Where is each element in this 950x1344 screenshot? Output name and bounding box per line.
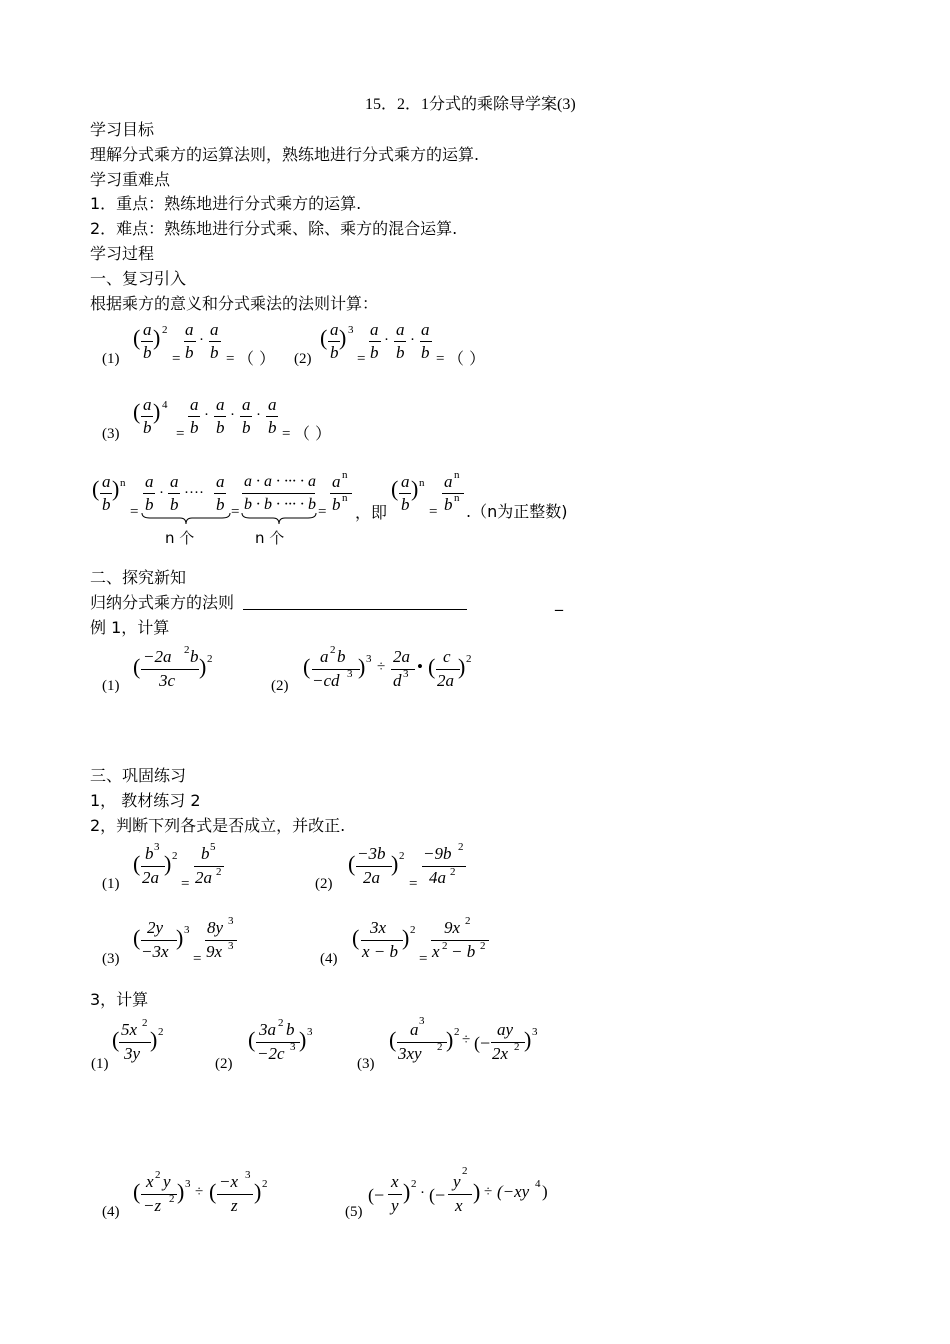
- key-heading: 学习重难点: [90, 170, 171, 189]
- paren-open: (: [209, 1179, 217, 1204]
- exponent: 2: [169, 1193, 175, 1205]
- exponent: 2: [207, 653, 213, 665]
- exponent: 2: [466, 653, 472, 665]
- frac-den: x: [432, 942, 440, 961]
- frac-num-tail: y: [163, 1172, 171, 1191]
- frac-bar: [143, 493, 155, 494]
- frac-den: −2c: [257, 1044, 285, 1063]
- frac-bar: [188, 416, 200, 417]
- frac-bar: [214, 493, 226, 494]
- frac-num: a: [330, 320, 339, 339]
- frac-den: 2a: [437, 671, 454, 690]
- divide-sign: ÷: [195, 1184, 204, 1200]
- paren-open: (: [303, 654, 311, 679]
- goals-text: 理解分式乘方的运算法则，熟练地进行分式乘方的运算.: [90, 145, 480, 164]
- n-count-label: n 个: [165, 529, 195, 547]
- frac-bar: [141, 940, 177, 941]
- label-j1: (1): [102, 876, 120, 892]
- frac-bar: [217, 1194, 253, 1195]
- frac-num: −9b: [423, 844, 452, 863]
- minus-open: (−: [474, 1033, 491, 1053]
- frac-bar: [356, 866, 392, 867]
- frac-bar: [119, 1042, 151, 1043]
- rule-tail: _: [555, 592, 563, 611]
- frac-den: 2a: [142, 868, 159, 887]
- frac-bar: [448, 1194, 472, 1195]
- review-heading: 一、复习引入: [90, 269, 187, 288]
- frac-den: z: [231, 1196, 238, 1215]
- frac-den: b: [185, 343, 194, 362]
- practice-1: 1， 教材练习 2: [90, 791, 201, 810]
- answer-blank: （ ）: [238, 349, 276, 368]
- frac-den: b: [145, 495, 154, 514]
- frac-den: d: [393, 671, 402, 690]
- equals: =: [181, 876, 190, 892]
- frac-bar: [141, 341, 153, 342]
- equals: =: [419, 951, 428, 967]
- frac-bar: [491, 1042, 525, 1043]
- exponent: 3: [347, 668, 353, 680]
- exponent: 2: [410, 924, 416, 936]
- frac-den: b: [332, 495, 341, 514]
- paren-open: (: [391, 476, 399, 501]
- paren-close: ): [446, 1027, 454, 1052]
- paren-open: (: [133, 851, 141, 876]
- dot: ·: [159, 485, 164, 501]
- paren-open: (: [352, 925, 360, 950]
- frac-num: a: [370, 320, 379, 339]
- exponent: 3: [185, 1178, 191, 1190]
- paren-close: ): [542, 1182, 548, 1201]
- exponent: 2: [437, 1041, 443, 1053]
- exponent: 3: [245, 1169, 251, 1181]
- paren-open: (: [133, 925, 141, 950]
- exponent: n: [120, 477, 126, 489]
- dot: ·: [410, 332, 415, 348]
- frac-num: a: [401, 472, 410, 491]
- frac-num: 9x: [444, 918, 461, 937]
- exponent: 2: [458, 841, 464, 853]
- paren-open: (: [133, 654, 141, 679]
- frac-den: 3c: [159, 671, 176, 690]
- paren-close: ): [176, 925, 184, 950]
- frac-num: 3x: [370, 918, 387, 937]
- minus-open: (−: [368, 1185, 385, 1205]
- exponent: 2: [278, 1017, 284, 1029]
- exponent: 2: [399, 850, 405, 862]
- frac-den: b · b · ··· · b: [244, 496, 316, 513]
- frac-den: 9x: [206, 942, 223, 961]
- label-e1: (1): [102, 678, 120, 694]
- frac-num: y: [453, 1172, 461, 1191]
- frac-num-tail: b: [190, 647, 199, 666]
- exponent: 3: [290, 1041, 296, 1053]
- frac-den: 3xy: [398, 1044, 422, 1063]
- underbrace: [140, 512, 232, 526]
- exponent: 2: [454, 1026, 460, 1038]
- frac-den: b: [143, 418, 152, 437]
- paren-open: (: [348, 851, 356, 876]
- frac-bar: [361, 940, 403, 941]
- frac-den: 2x: [492, 1044, 509, 1063]
- frac-num: a: [145, 472, 154, 491]
- paren-close: ): [299, 1027, 307, 1052]
- frac-den: b: [170, 495, 179, 514]
- dot: ·: [256, 407, 261, 423]
- equals: =: [357, 351, 366, 367]
- paren-open: (: [112, 1027, 120, 1052]
- equals: =: [130, 504, 139, 520]
- label-r2: (2): [294, 351, 312, 367]
- exponent: 2: [442, 940, 448, 952]
- exponent: 2: [465, 915, 471, 927]
- frac-num: a: [143, 320, 152, 339]
- frac-bar: [141, 669, 199, 670]
- underbrace: [240, 512, 318, 526]
- equals: =: [176, 426, 185, 442]
- equals: =: [436, 351, 445, 367]
- page-title: 15．2．1分式的乘除导学案(3): [365, 96, 576, 113]
- divide-sign: ÷: [377, 659, 386, 675]
- dot: ·: [384, 332, 389, 348]
- n-count-label: n 个: [255, 529, 285, 547]
- frac-den: b: [421, 343, 430, 362]
- frac-den-tail: − b: [451, 942, 476, 961]
- frac-num: −2a: [143, 647, 172, 666]
- rule-blank-line: [243, 609, 467, 610]
- label-j4: (4): [320, 951, 338, 967]
- exponent: 3: [228, 940, 234, 952]
- conclusion-connector: ，即: [355, 503, 388, 522]
- frac-bar: [388, 1194, 402, 1195]
- paren-close: ): [391, 851, 399, 876]
- divide-sign: ÷: [462, 1032, 471, 1048]
- frac-den: b: [401, 495, 410, 514]
- exponent: 3: [307, 1026, 313, 1038]
- exponent: 3: [419, 1015, 425, 1027]
- label-c3: (3): [357, 1056, 375, 1072]
- frac-den: b: [210, 343, 219, 362]
- frac-num: a: [242, 395, 251, 414]
- frac-num: a: [102, 472, 111, 491]
- key-point: 1．重点：熟练地进行分式乘方的运算.: [90, 194, 362, 213]
- frac-num: ay: [497, 1020, 514, 1039]
- frac-den: b: [268, 418, 277, 437]
- frac-den: b: [330, 343, 339, 362]
- frac-num: a: [421, 320, 430, 339]
- paren-open: (: [248, 1027, 256, 1052]
- label-r1: (1): [102, 351, 120, 367]
- frac-bar: [422, 866, 466, 867]
- paren-close: ): [524, 1027, 532, 1052]
- frac-num: a · a · ··· · a: [244, 473, 316, 490]
- frac-den: b: [216, 418, 225, 437]
- frac-num: a: [332, 472, 341, 491]
- label-j2: (2): [315, 876, 333, 892]
- frac-num: a: [410, 1020, 419, 1039]
- exponent: 2: [514, 1041, 520, 1053]
- exponent: 2: [480, 940, 486, 952]
- frac-bar: [330, 493, 352, 494]
- exponent: 2: [262, 1178, 268, 1190]
- exponent: 3: [366, 653, 372, 665]
- frac-bar: [442, 493, 464, 494]
- frac-num: 2y: [147, 918, 164, 937]
- explore-heading: 二、探究新知: [90, 568, 187, 587]
- frac-num: x: [146, 1172, 154, 1191]
- label-c2: (2): [215, 1056, 233, 1072]
- paren-close: ): [403, 1179, 411, 1204]
- frac-num: a: [216, 472, 225, 491]
- label-c1: (1): [91, 1056, 109, 1072]
- frac-num: a: [170, 472, 179, 491]
- frac-den: b: [102, 495, 111, 514]
- exponent: 5: [210, 841, 216, 853]
- label-c5: (5): [345, 1204, 363, 1220]
- frac-den: 2a: [195, 868, 212, 887]
- frac-num: x: [391, 1172, 399, 1191]
- exponent: 3: [532, 1026, 538, 1038]
- paren-close: ): [150, 1027, 158, 1052]
- paren-close: ): [339, 325, 347, 350]
- paren-close: ): [199, 654, 207, 679]
- frac-bar: [100, 493, 112, 494]
- frac-den: −cd: [312, 671, 340, 690]
- divide-sign: ÷: [484, 1184, 493, 1200]
- frac-den: b: [396, 343, 405, 362]
- exponent: n: [342, 492, 348, 504]
- frac-num: 8y: [207, 918, 224, 937]
- frac-bar: [242, 493, 315, 494]
- dot: ·: [230, 407, 235, 423]
- exponent: 2: [142, 1017, 148, 1029]
- frac-bar: [436, 669, 460, 670]
- dot: ·: [204, 407, 209, 423]
- practice-heading: 三、巩固练习: [90, 766, 187, 785]
- frac-num: a: [190, 395, 199, 414]
- exponent: 3: [348, 324, 354, 336]
- equals: =: [231, 504, 240, 520]
- exponent: 2: [330, 644, 336, 656]
- practice-3: 3，计算: [90, 990, 149, 1009]
- frac-bar: [141, 416, 153, 417]
- paren-close: ): [458, 654, 466, 679]
- frac-num-tail: b: [337, 647, 346, 666]
- frac-den: x − b: [362, 942, 399, 961]
- frac-bar: [209, 341, 221, 342]
- frac-num: a: [268, 395, 277, 414]
- frac-num: b: [201, 844, 210, 863]
- exponent: 2: [411, 1178, 417, 1190]
- frac-num: b: [145, 844, 154, 863]
- paren-close: ): [112, 476, 120, 501]
- dot: ·: [199, 332, 204, 348]
- exponent: 2: [450, 866, 456, 878]
- term: (−xy: [497, 1182, 530, 1201]
- frac-num: −3b: [357, 844, 386, 863]
- frac-bar: [184, 341, 196, 342]
- exponent: 2: [462, 1165, 468, 1177]
- frac-den: x: [455, 1196, 463, 1215]
- frac-num: a: [185, 320, 194, 339]
- paren-close: ): [177, 1179, 185, 1204]
- rule-prompt: 归纳分式乘方的法则: [90, 593, 235, 612]
- review-text: 根据乘方的意义和分式乘法的法则计算：: [90, 294, 379, 313]
- paren-close: ): [153, 399, 161, 424]
- paren-open: (: [133, 325, 141, 350]
- frac-bar: [369, 341, 381, 342]
- frac-num: −x: [219, 1172, 239, 1191]
- goals-heading: 学习目标: [90, 120, 155, 139]
- frac-num: 2a: [393, 647, 410, 666]
- minus-open: (−: [429, 1185, 446, 1205]
- frac-den: b: [444, 495, 453, 514]
- example-label: 例 1，计算: [90, 618, 170, 637]
- exponent: 3: [184, 924, 190, 936]
- practice-2: 2，判断下列各式是否成立，并改正.: [90, 816, 346, 835]
- frac-den: y: [391, 1196, 399, 1215]
- exponent: 2: [162, 324, 168, 336]
- paren-open: (: [92, 476, 100, 501]
- frac-den: b: [370, 343, 379, 362]
- frac-den: b: [190, 418, 199, 437]
- frac-num: a: [320, 647, 329, 666]
- frac-den: −3x: [141, 942, 169, 961]
- paren-close: ): [473, 1179, 481, 1204]
- exponent: 2: [155, 1169, 161, 1181]
- paren-open: (: [428, 654, 436, 679]
- frac-bar: [141, 866, 165, 867]
- paren-open: (: [133, 399, 141, 424]
- equals: =: [226, 351, 235, 367]
- frac-num: a: [396, 320, 405, 339]
- exponent: n: [454, 492, 460, 504]
- frac-num: c: [443, 647, 451, 666]
- exponent: 2: [216, 866, 222, 878]
- exponent: n: [454, 469, 460, 481]
- frac-bar: [266, 416, 278, 417]
- exponent: n: [342, 469, 348, 481]
- equals: =: [429, 504, 438, 520]
- paren-close: ): [358, 654, 366, 679]
- label-c4: (4): [102, 1204, 120, 1220]
- exponent: 3: [228, 915, 234, 927]
- exponent: 4: [535, 1178, 541, 1190]
- exponent: 4: [162, 399, 168, 411]
- frac-num: a: [143, 395, 152, 414]
- difficult-point: 2．难点：熟练地进行分式乘、除、乘方的混合运算.: [90, 219, 458, 238]
- frac-den: 2a: [363, 868, 380, 887]
- frac-num: a: [210, 320, 219, 339]
- paren-close: ): [402, 925, 410, 950]
- paren-open: (: [389, 1027, 397, 1052]
- frac-den: b: [242, 418, 251, 437]
- exponent: 2: [158, 1026, 164, 1038]
- paren-close: ): [254, 1179, 262, 1204]
- frac-num: 3a: [259, 1020, 276, 1039]
- dot: ·: [420, 1185, 425, 1201]
- paren-open: (: [320, 325, 328, 350]
- frac-bar: [168, 493, 180, 494]
- paren-close: ): [411, 476, 419, 501]
- frac-bar: [399, 493, 411, 494]
- frac-bar: [240, 416, 252, 417]
- frac-bar: [214, 416, 226, 417]
- frac-bar: [394, 341, 406, 342]
- equals: =: [282, 426, 291, 442]
- label-e2: (2): [271, 678, 289, 694]
- label-r3: (3): [102, 426, 120, 442]
- frac-num: a: [216, 395, 225, 414]
- dots: ····: [184, 485, 204, 501]
- frac-den: 3y: [124, 1044, 141, 1063]
- exponent: 3: [154, 841, 160, 853]
- frac-num-tail: b: [286, 1020, 295, 1039]
- answer-blank: （ ）: [448, 349, 486, 368]
- equals: =: [318, 504, 327, 520]
- frac-num: 5x: [121, 1020, 138, 1039]
- label-j3: (3): [102, 951, 120, 967]
- frac-den: 4a: [429, 868, 446, 887]
- frac-bar: [420, 341, 432, 342]
- exponent: n: [419, 477, 425, 489]
- frac-num: a: [444, 472, 453, 491]
- process-heading: 学习过程: [90, 244, 155, 263]
- equals: =: [193, 951, 202, 967]
- frac-den: b: [216, 495, 225, 514]
- exponent: 2: [184, 644, 190, 656]
- equals: =: [172, 351, 181, 367]
- frac-den: b: [143, 343, 152, 362]
- paren-close: ): [153, 325, 161, 350]
- exponent: 2: [172, 850, 178, 862]
- exponent: 3: [403, 668, 409, 680]
- paren-close: ): [164, 851, 172, 876]
- n-positive-note: .（n为正整数): [466, 502, 568, 521]
- frac-den: −z: [143, 1196, 162, 1215]
- answer-blank: （ ）: [294, 424, 332, 443]
- equals: =: [409, 876, 418, 892]
- paren-open: (: [133, 1179, 141, 1204]
- bullet-multiply: •: [417, 657, 423, 676]
